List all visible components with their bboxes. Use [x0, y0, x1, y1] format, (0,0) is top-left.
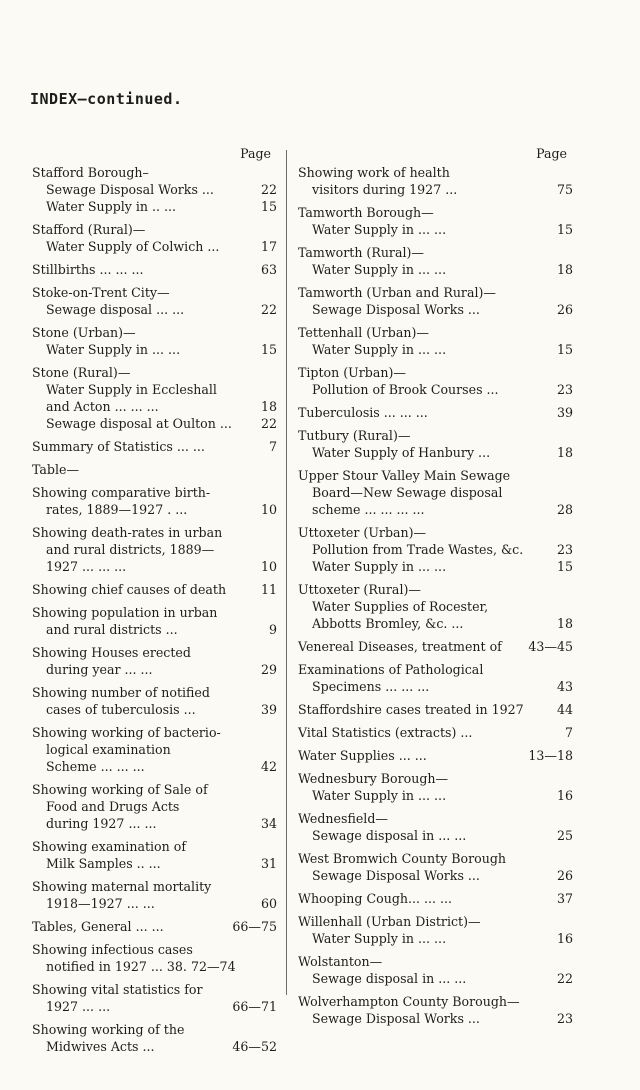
index-entry	[298, 467, 573, 518]
entry-line	[32, 604, 277, 621]
entry-line	[32, 484, 277, 501]
entry-text: Water Supplies ... ...	[298, 748, 427, 763]
entry-text: during 1927 ... ...	[46, 816, 157, 831]
entry-line	[32, 284, 277, 301]
index-entry	[298, 701, 573, 718]
entry-line	[32, 301, 277, 318]
index-entry	[32, 524, 277, 575]
entry-line	[298, 810, 573, 827]
entry-page-number: 23	[556, 382, 573, 397]
entry-page-number: 28	[556, 502, 573, 517]
entry-line	[32, 261, 277, 278]
entry-line	[298, 204, 573, 221]
entry-text: Sewage disposal at Oulton ...	[46, 416, 232, 431]
entry-text: Stillbirths ... ... ...	[32, 262, 144, 277]
index-entry	[298, 770, 573, 804]
index-column-left	[32, 145, 277, 1061]
entry-text: 1918—1927 ... ...	[46, 896, 155, 911]
entry-line	[298, 467, 573, 484]
entry-line	[298, 444, 573, 461]
entry-line	[32, 998, 277, 1015]
index-entry	[298, 890, 573, 907]
entry-text: Stafford Borough–	[32, 165, 149, 180]
entry-line	[298, 301, 573, 318]
entry-line	[32, 524, 277, 541]
entry-line	[298, 284, 573, 301]
entry-text: Stoke-on-Trent City—	[32, 285, 170, 300]
entry-line	[298, 913, 573, 930]
entry-text: Showing population in urban	[32, 605, 218, 620]
entry-line	[32, 878, 277, 895]
entry-page-number: 17	[260, 239, 277, 254]
entry-text: Water Supplies of Rocester,	[312, 599, 489, 614]
entry-text: Uttoxeter (Rural)—	[298, 582, 421, 597]
index-entry	[298, 524, 573, 575]
entry-line	[298, 701, 573, 718]
entry-page-number: 44	[556, 702, 573, 717]
entry-line	[298, 1010, 573, 1027]
entry-line	[32, 644, 277, 661]
entry-line	[32, 724, 277, 741]
entry-list	[298, 164, 573, 1027]
entry-text: Vital Statistics (extracts) ...	[298, 725, 473, 740]
entry-page-number: 43—45	[528, 639, 573, 654]
entry-page-number: 75	[556, 182, 573, 197]
entry-line	[32, 815, 277, 832]
index-entry	[32, 164, 277, 215]
entry-line	[32, 415, 277, 432]
entry-page-number: 66—71	[232, 999, 277, 1014]
entry-text: Sewage disposal ... ...	[46, 302, 185, 317]
index-entry	[298, 164, 573, 198]
index-entry	[298, 747, 573, 764]
entry-text: Stone (Rural)—	[32, 365, 131, 380]
entry-page-number: 10	[260, 559, 277, 574]
entry-text: Tettenhall (Urban)—	[298, 325, 429, 340]
entry-text: Water Supply of Hanbury ...	[312, 445, 491, 460]
entry-line	[298, 953, 573, 970]
entry-line	[298, 598, 573, 615]
entry-text: Water Supply in .. ...	[46, 199, 177, 214]
entry-text: Staffordshire cases treated in 1927	[298, 702, 524, 717]
entry-text: Showing Houses erected	[32, 645, 191, 660]
entry-page-number: 29	[260, 662, 277, 677]
index-entry	[32, 918, 277, 935]
entry-page-number: 15	[556, 342, 573, 357]
entry-line	[32, 541, 277, 558]
entry-line	[32, 798, 277, 815]
entry-line	[298, 787, 573, 804]
entry-line	[32, 198, 277, 215]
entry-page-number: 15	[556, 222, 573, 237]
entry-text: Midwives Acts ...	[46, 1039, 155, 1054]
entry-text: Milk Samples .. ...	[46, 856, 161, 871]
entry-text: Water Supply in ... ...	[312, 788, 447, 803]
entry-line	[32, 341, 277, 358]
index-entry	[298, 993, 573, 1027]
entry-page-number: 10	[260, 502, 277, 517]
index-entry	[298, 638, 573, 655]
entry-line	[298, 484, 573, 501]
entry-text: logical examination	[46, 742, 171, 757]
entry-line	[298, 638, 573, 655]
entry-page-number: 31	[260, 856, 277, 871]
entry-text: Pollution of Brook Courses ...	[312, 382, 499, 397]
entry-text: Summary of Statistics ... ...	[32, 439, 205, 454]
entry-page-number: 22	[260, 302, 277, 317]
entry-text: and rural districts ...	[46, 622, 178, 637]
entry-line	[298, 970, 573, 987]
index-entry	[298, 953, 573, 987]
entry-text: Water Supply of Colwich ...	[46, 239, 220, 254]
entry-page-number: 15	[260, 342, 277, 357]
entry-text: Showing number of notified	[32, 685, 210, 700]
entry-text: Whooping Cough... ... ...	[298, 891, 453, 906]
entry-text: Water Supply in ... ...	[312, 342, 447, 357]
index-entry	[298, 364, 573, 398]
entry-page-number: 18	[260, 399, 277, 414]
entry-text: Board—New Sewage disposal	[312, 485, 503, 500]
column-divider	[286, 150, 287, 995]
entry-text: Willenhall (Urban District)—	[298, 914, 481, 929]
index-entry	[32, 261, 277, 278]
entry-line	[298, 501, 573, 518]
entry-text: Scheme ... ... ...	[46, 759, 145, 774]
entry-text: Water Supply in ... ...	[312, 222, 447, 237]
index-entry	[32, 1021, 277, 1055]
entry-line	[32, 164, 277, 181]
entry-text: 1927 ... ... ...	[46, 559, 127, 574]
entry-line	[298, 850, 573, 867]
entry-text: Examinations of Pathological	[298, 662, 484, 677]
entry-page-number: 22	[556, 971, 573, 986]
entry-line	[32, 781, 277, 798]
entry-page-number: 18	[556, 262, 573, 277]
entry-text: Stone (Urban)—	[32, 325, 136, 340]
index-entry	[32, 461, 277, 478]
entry-page-number: 46—52	[232, 1039, 277, 1054]
entry-page-number: 42	[260, 759, 277, 774]
entry-text: Showing working of the	[32, 1022, 185, 1037]
index-heading: INDEX—continued.	[30, 90, 183, 108]
index-entry	[298, 581, 573, 632]
entry-text: Tipton (Urban)—	[298, 365, 406, 380]
index-entry	[32, 838, 277, 872]
entry-line	[298, 524, 573, 541]
entry-line	[298, 261, 573, 278]
entry-text: Abbotts Bromley, &c. ...	[312, 616, 464, 631]
entry-text: Showing work of health	[298, 165, 450, 180]
index-entry	[32, 781, 277, 832]
entry-text: Tamworth (Rural)—	[298, 245, 424, 260]
index-entry	[32, 604, 277, 638]
index-column-right	[298, 145, 573, 1033]
entry-line	[32, 838, 277, 855]
entry-text: scheme ... ... ... ...	[312, 502, 425, 517]
entry-text: Showing working of bacterio-	[32, 725, 221, 740]
entry-page-number: 39	[260, 702, 277, 717]
entry-line	[298, 324, 573, 341]
entry-page-number: 15	[260, 199, 277, 214]
entry-line	[32, 958, 277, 975]
entry-line	[32, 701, 277, 718]
entry-page-number: 60	[260, 896, 277, 911]
entry-line	[298, 890, 573, 907]
entry-page-number: 18	[556, 445, 573, 460]
entry-line	[32, 684, 277, 701]
index-entry	[298, 427, 573, 461]
entry-line	[298, 678, 573, 695]
entry-page-number: 23	[556, 1011, 573, 1026]
entry-line	[32, 181, 277, 198]
entry-line	[32, 855, 277, 872]
entry-text: Tuberculosis ... ... ...	[298, 405, 428, 420]
index-entry	[32, 941, 277, 975]
entry-line	[32, 381, 277, 398]
entry-line	[32, 438, 277, 455]
entry-text: Venereal Diseases, treatment of	[298, 639, 502, 654]
entry-page-number: 43	[556, 679, 573, 694]
entry-text: during year ... ...	[46, 662, 153, 677]
entry-text: Food and Drugs Acts	[46, 799, 180, 814]
index-entry	[298, 913, 573, 947]
entry-text: Showing vital statistics for	[32, 982, 203, 997]
entry-text: and rural districts, 1889—	[46, 542, 215, 557]
entry-line	[298, 364, 573, 381]
entry-text: Stafford (Rural)—	[32, 222, 146, 237]
entry-text: Upper Stour Valley Main Sewage	[298, 468, 511, 483]
entry-text: Water Supply in ... ...	[312, 559, 447, 574]
entry-text: Showing examination of	[32, 839, 186, 854]
entry-page-number: 39	[556, 405, 573, 420]
entry-page-number: 22	[260, 416, 277, 431]
entry-text: Sewage Disposal Works ...	[312, 302, 480, 317]
entry-line	[298, 770, 573, 787]
entry-page-number: 16	[556, 931, 573, 946]
entry-line	[32, 324, 277, 341]
entry-text: Sewage Disposal Works ...	[46, 182, 214, 197]
entry-line	[32, 398, 277, 415]
entry-text: Showing infectious cases	[32, 942, 193, 957]
entry-text: Tables, General ... ...	[32, 919, 164, 934]
entry-page-number: 66—75	[232, 919, 277, 934]
entry-page-number: 16	[556, 788, 573, 803]
entry-line	[32, 581, 277, 598]
entry-page-number: 11	[260, 582, 277, 597]
entry-text: cases of tuberculosis ...	[46, 702, 196, 717]
index-entry	[32, 221, 277, 255]
entry-page-number: 7	[268, 439, 277, 454]
index-entry	[298, 724, 573, 741]
entry-page-number: 23	[556, 542, 573, 557]
entry-text: Pollution from Trade Wastes, &c.	[312, 542, 524, 557]
entry-text: Wolverhampton County Borough—	[298, 994, 520, 1009]
entry-text: Showing comparative birth-	[32, 485, 211, 500]
index-entry	[32, 284, 277, 318]
entry-text: Table—	[32, 462, 80, 477]
entry-text: Water Supply in ... ...	[312, 931, 447, 946]
index-entry	[32, 684, 277, 718]
entry-text: Tamworth Borough—	[298, 205, 434, 220]
entry-text: Showing working of Sale of	[32, 782, 208, 797]
index-entry	[32, 724, 277, 775]
entry-line	[298, 427, 573, 444]
index-entry	[298, 204, 573, 238]
entry-line	[32, 895, 277, 912]
entry-text: Sewage disposal in ... ...	[312, 828, 467, 843]
entry-line	[32, 501, 277, 518]
index-entry	[298, 244, 573, 278]
index-entry	[298, 404, 573, 421]
entry-line	[32, 1038, 277, 1055]
index-entry	[298, 850, 573, 884]
entry-line	[298, 181, 573, 198]
entry-page-number: 26	[556, 302, 573, 317]
entry-line	[298, 993, 573, 1010]
entry-line	[298, 381, 573, 398]
index-entry	[32, 324, 277, 358]
entry-text: Specimens ... ... ...	[312, 679, 430, 694]
entry-line	[32, 741, 277, 758]
entry-page-number: 15	[556, 559, 573, 574]
entry-text: notified in 1927 ... 38. 72—74	[46, 959, 236, 974]
index-entry	[298, 324, 573, 358]
entry-line	[298, 221, 573, 238]
entry-line	[32, 918, 277, 935]
entry-text: Showing death-rates in urban	[32, 525, 223, 540]
entry-page-number: 26	[556, 868, 573, 883]
entry-text: Wolstanton—	[298, 954, 383, 969]
entry-text: Water Supply in ... ...	[312, 262, 447, 277]
entry-line	[32, 238, 277, 255]
entry-text: Tutbury (Rural)—	[298, 428, 411, 443]
entry-text: Showing maternal mortality	[32, 879, 212, 894]
index-entry	[32, 644, 277, 678]
entry-page-number: 25	[556, 828, 573, 843]
entry-text: Wednesfield—	[298, 811, 388, 826]
entry-line	[298, 867, 573, 884]
entry-page-number: 7	[564, 725, 573, 740]
page-column-header: Page	[240, 146, 271, 161]
entry-page-number: 63	[260, 262, 277, 277]
entry-line	[298, 661, 573, 678]
entry-line	[32, 981, 277, 998]
entry-text: rates, 1889—1927 . ...	[46, 502, 188, 517]
entry-line	[298, 541, 573, 558]
entry-line	[298, 558, 573, 575]
entry-text: Sewage disposal in ... ...	[312, 971, 467, 986]
entry-line	[32, 364, 277, 381]
index-entry	[32, 981, 277, 1015]
entry-text: Uttoxeter (Urban)—	[298, 525, 427, 540]
entry-text: visitors during 1927 ...	[312, 182, 458, 197]
entry-line	[298, 615, 573, 632]
entry-line	[298, 827, 573, 844]
entry-page-number: 18	[556, 616, 573, 631]
entry-text: 1927 ... ...	[46, 999, 111, 1014]
entry-text: Tamworth (Urban and Rural)—	[298, 285, 497, 300]
index-entry	[298, 661, 573, 695]
entry-line	[32, 941, 277, 958]
entry-text: Wednesbury Borough—	[298, 771, 449, 786]
entry-line	[298, 747, 573, 764]
page-column-header: Page	[536, 146, 567, 161]
index-entry	[298, 284, 573, 318]
index-entry	[32, 484, 277, 518]
entry-line	[32, 621, 277, 638]
entry-line	[32, 661, 277, 678]
entry-line	[32, 758, 277, 775]
entry-text: Sewage Disposal Works ...	[312, 868, 480, 883]
entry-page-number: 13—18	[528, 748, 573, 763]
entry-text: Showing chief causes of death	[32, 582, 227, 597]
index-entry	[32, 438, 277, 455]
entry-page-number: 34	[260, 816, 277, 831]
entry-line	[298, 404, 573, 421]
entry-text: Sewage Disposal Works ...	[312, 1011, 480, 1026]
entry-line	[32, 461, 277, 478]
entry-line	[32, 558, 277, 575]
entry-text: Water Supply in Eccleshall	[46, 382, 217, 397]
entry-line	[32, 221, 277, 238]
entry-line	[32, 1021, 277, 1038]
entry-line	[298, 164, 573, 181]
entry-text: West Bromwich County Borough	[298, 851, 507, 866]
entry-line	[298, 581, 573, 598]
entry-line	[298, 341, 573, 358]
entry-page-number: 22	[260, 182, 277, 197]
entry-line	[298, 930, 573, 947]
index-entry	[32, 364, 277, 432]
entry-line	[298, 724, 573, 741]
entry-text: Water Supply in ... ...	[46, 342, 181, 357]
entry-text: and Acton ... ... ...	[46, 399, 159, 414]
index-entry	[32, 581, 277, 598]
entry-list	[32, 164, 277, 1055]
index-entry	[298, 810, 573, 844]
entry-page-number: 9	[268, 622, 277, 637]
index-entry	[32, 878, 277, 912]
entry-page-number: 37	[556, 891, 573, 906]
entry-line	[298, 244, 573, 261]
